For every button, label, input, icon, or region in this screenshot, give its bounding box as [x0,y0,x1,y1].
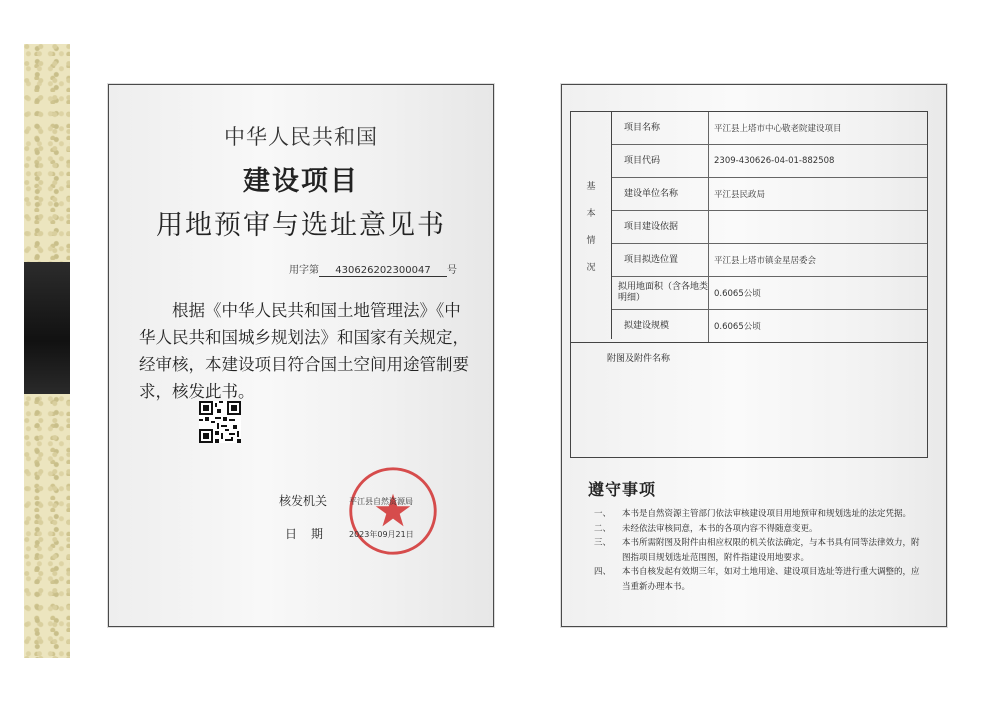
document-number [289,261,457,277]
title-country: 中华人民共和国 [224,125,378,149]
list-item [594,536,924,565]
row-key: 项目建设依据 [612,211,709,243]
doc-number-value: 430626202300047 [319,265,447,277]
list-item [594,507,924,522]
issuer-name: 平江县自然资源局 [349,497,413,506]
table-row [612,145,927,178]
attachments-section [571,342,927,457]
basic-info-table [570,111,928,458]
row-value: 2309-430626-04-01-882508 [714,156,835,166]
row-key: 项目名称 [612,112,709,144]
row-value: 平江县民政局 [714,190,766,200]
row-value: 0.6065公顷 [714,289,761,299]
attachments-label: 附图及附件名称 [607,354,671,364]
table-row [612,211,927,244]
side-char: 基 [586,181,596,192]
table-row [612,112,927,145]
table-row [612,178,927,211]
table-row [612,277,927,310]
certificate-cover-page [108,84,494,627]
notes-list [594,507,924,594]
certificate-details-page [561,84,947,627]
table-row [612,244,927,277]
side-char: 本 [586,208,596,219]
table-row [612,310,927,342]
row-value [709,211,927,243]
note-number: 四、 [594,567,612,577]
issue-date: 2023年09月21日 [349,530,414,539]
qr-code-icon [199,401,241,443]
note-number: 三、 [594,538,612,548]
side-char: 情 [586,235,596,246]
certificate-body: 根据《中华人民共和国土地管理法》《中华人民共和国城乡规划法》和国家有关规定，经审核，本建设项目符合国土空间用途管制要求，核发此书。 [139,301,469,401]
note-text: 未经依法审核同意，本书的各项内容不得随意变更。 [622,523,818,534]
row-key: 拟用地面积（含各地类明细） [612,277,709,309]
row-key: 建设单位名称 [612,178,709,210]
row-key: 项目代码 [612,145,709,177]
background-object [24,262,70,394]
row-key: 拟建设规模 [612,310,709,342]
note-text: 本书自核发起有效期三年，如对土地用途、建设项目选址等进行重大调整的，应当重新办理本书。 [622,567,920,592]
official-seal-icon [345,463,441,559]
title-project: 建设项目 [243,166,359,197]
title-document: 用地预审与选址意见书 [156,210,446,241]
basic-info-side-label [571,112,612,339]
list-item [594,565,924,594]
row-key: 项目拟选位置 [612,244,709,276]
side-char: 况 [586,262,596,273]
note-number: 一、 [594,509,612,519]
note-text: 本书是自然资源主管部门依法审核建设项目用地预审和规划选址的法定凭据。 [622,509,912,519]
notes-title: 遵守事项 [588,480,657,499]
doc-number-prefix: 用字第 [289,265,319,276]
row-value: 平江县上塔市镇金星居委会 [714,256,817,266]
doc-number-suffix: 号 [447,265,457,276]
date-label: 日期 [285,527,338,541]
row-value: 0.6065公顷 [714,322,761,332]
note-number: 二、 [594,523,612,534]
row-value: 平江县上塔市中心敬老院建设项目 [714,124,842,134]
issuer-label: 核发机关 [279,494,328,508]
note-text: 本书所需附图及附件由相应权限的机关依法确定，与本书具有同等法律效力，附图指项目规划选址范围图，附件指建设用地要求。 [622,538,920,563]
list-item [594,522,924,537]
